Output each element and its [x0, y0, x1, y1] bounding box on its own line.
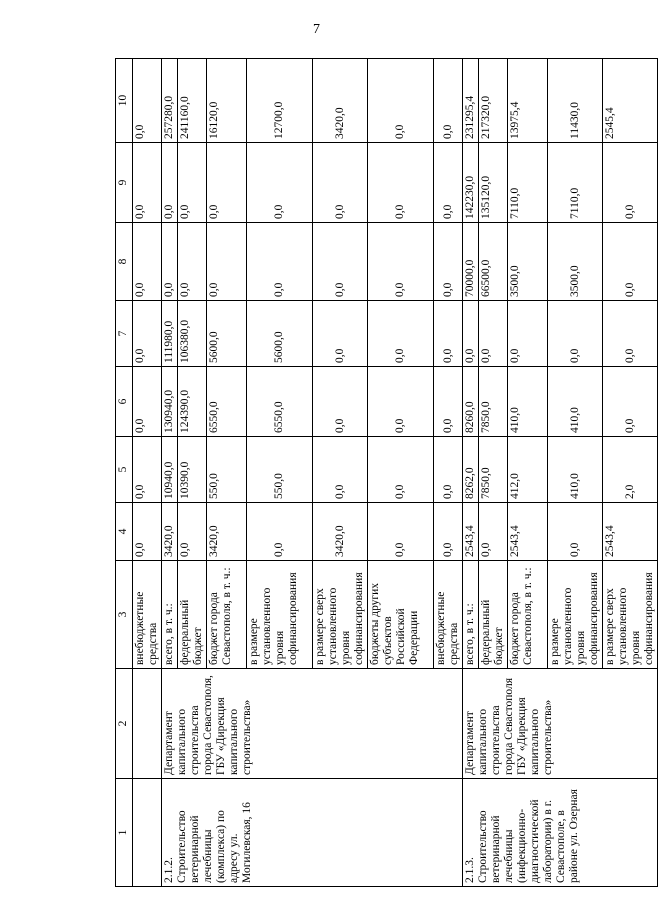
value-cell: 550,0 — [247, 437, 313, 503]
value-cell: 7110,0 — [508, 143, 548, 223]
value-cell: 0,0 — [313, 301, 368, 367]
value-cell: 0,0 — [548, 503, 603, 561]
value-cell: 0,0 — [178, 143, 207, 223]
header-cell: 3 — [116, 561, 133, 669]
value-cell: 0,0 — [207, 223, 247, 301]
value-cell: 0,0 — [479, 503, 508, 561]
value-cell: 0,0 — [434, 59, 463, 143]
table-row — [162, 59, 178, 887]
funding-source-cell: бюджеты других субъектов Российской Федерации — [368, 561, 434, 669]
value-cell: 66500,0 — [479, 223, 508, 301]
measure-name-cell: 2.1.2. Строительство ветеринарной лечебницы (комплекса) по адресу ул. Могилевская, 16 — [162, 779, 463, 887]
funding-source-cell: в размере установленного уровня софинансирования — [247, 561, 313, 669]
value-cell: 0,0 — [162, 143, 178, 223]
value-cell: 6550,0 — [247, 367, 313, 437]
value-cell: 241160,0 — [178, 59, 207, 143]
value-cell: 16120,0 — [207, 59, 247, 143]
value-cell: 130940,0 — [162, 367, 178, 437]
value-cell: 106380,0 — [178, 301, 207, 367]
value-cell: 10940,0 — [162, 437, 178, 503]
value-cell: 0,0 — [434, 143, 463, 223]
value-cell: 0,0 — [247, 503, 313, 561]
header-cell: 2 — [116, 669, 133, 779]
value-cell: 0,0 — [162, 223, 178, 301]
value-cell: 0,0 — [368, 59, 434, 143]
value-cell: 0,0 — [368, 367, 434, 437]
value-cell: 0,0 — [178, 223, 207, 301]
value-cell: 10390,0 — [178, 437, 207, 503]
value-cell: 0,0 — [133, 223, 162, 301]
value-cell: 257280,0 — [162, 59, 178, 143]
value-cell: 550,0 — [207, 437, 247, 503]
value-cell: 0,0 — [133, 301, 162, 367]
funding-source-cell: бюджет города Севастополя, в т. ч.: — [207, 561, 247, 669]
value-cell: 11430,0 — [548, 59, 603, 143]
header-cell: 6 — [116, 367, 133, 437]
value-cell: 7850,0 — [479, 367, 508, 437]
value-cell: 2545,4 — [603, 59, 658, 143]
value-cell: 0,0 — [133, 503, 162, 561]
value-cell: 0,0 — [368, 301, 434, 367]
value-cell: 3420,0 — [313, 503, 368, 561]
value-cell: 70000,0 — [463, 223, 479, 301]
value-cell: 0,0 — [178, 503, 207, 561]
header-cell: 7 — [116, 301, 133, 367]
value-cell: 0,0 — [434, 437, 463, 503]
value-cell: 5600,0 — [207, 301, 247, 367]
value-cell: 0,0 — [368, 437, 434, 503]
value-cell: 0,0 — [508, 301, 548, 367]
value-cell: 12700,0 — [247, 59, 313, 143]
table-row — [133, 59, 162, 887]
value-cell: 412,0 — [508, 437, 548, 503]
value-cell: 231295,4 — [463, 59, 479, 143]
value-cell: 0,0 — [133, 143, 162, 223]
header-row — [116, 59, 133, 887]
measure-name-cell: 2.1.3. Строительство ветеринарной лечебницы (инфекционно-диагностической лаборатории) в г. Севастополе, в районе ул. Озерная — [463, 779, 658, 887]
value-cell: 6550,0 — [207, 367, 247, 437]
value-cell: 135120,0 — [479, 143, 508, 223]
funding-source-cell: внебюджетные средства — [133, 561, 162, 669]
value-cell: 8262,0 — [463, 437, 479, 503]
value-cell: 3500,0 — [548, 223, 603, 301]
value-cell: 3500,0 — [508, 223, 548, 301]
value-cell: 217320,0 — [479, 59, 508, 143]
value-cell: 0,0 — [434, 301, 463, 367]
value-cell: 410,0 — [548, 367, 603, 437]
value-cell: 3420,0 — [162, 503, 178, 561]
value-cell: 0,0 — [313, 143, 368, 223]
value-cell: 0,0 — [603, 143, 658, 223]
funding-source-cell: всего, в т. ч.: — [162, 561, 178, 669]
value-cell: 13975,4 — [508, 59, 548, 143]
funding-source-cell: в размере сверх установленного уровня софинансирования — [313, 561, 368, 669]
funding-source-cell: бюджет города Севастополя, в т. ч.: — [508, 561, 548, 669]
funding-source-cell: федеральный бюджет — [178, 561, 207, 669]
funding-source-cell: всего, в т. ч.: — [463, 561, 479, 669]
value-cell: 0,0 — [368, 503, 434, 561]
value-cell: 5600,0 — [247, 301, 313, 367]
value-cell: 0,0 — [603, 223, 658, 301]
empty-cell — [133, 779, 162, 887]
value-cell: 142230,0 — [463, 143, 479, 223]
value-cell: 410,0 — [508, 367, 548, 437]
value-cell: 0,0 — [548, 301, 603, 367]
value-cell: 0,0 — [133, 367, 162, 437]
header-cell: 4 — [116, 503, 133, 561]
header-cell: 1 — [116, 779, 133, 887]
value-cell: 0,0 — [368, 223, 434, 301]
value-cell: 0,0 — [463, 301, 479, 367]
value-cell: 8260,0 — [463, 367, 479, 437]
value-cell: 0,0 — [603, 367, 658, 437]
value-cell: 2543,4 — [508, 503, 548, 561]
value-cell: 0,0 — [313, 367, 368, 437]
value-cell: 0,0 — [133, 437, 162, 503]
value-cell: 0,0 — [434, 503, 463, 561]
value-cell: 7850,0 — [479, 437, 508, 503]
rotated-table-container — [115, 59, 655, 887]
value-cell: 0,0 — [368, 143, 434, 223]
value-cell: 3420,0 — [207, 503, 247, 561]
page-number: 7 — [313, 22, 320, 37]
value-cell: 0,0 — [207, 143, 247, 223]
financing-table — [115, 58, 658, 887]
value-cell: 0,0 — [247, 143, 313, 223]
value-cell: 0,0 — [603, 301, 658, 367]
value-cell: 410,0 — [548, 437, 603, 503]
header-cell: 5 — [116, 437, 133, 503]
table-row — [463, 59, 479, 887]
value-cell: 0,0 — [313, 437, 368, 503]
funding-source-cell: федеральный бюджет — [479, 561, 508, 669]
value-cell: 0,0 — [434, 367, 463, 437]
header-cell: 8 — [116, 223, 133, 301]
funding-source-cell: в размере установленного уровня софинансирования — [548, 561, 603, 669]
executor-cell: Департамент капитального строительства города Севастополя, ГБУ «Дирекция капитального строительства» — [162, 669, 463, 779]
empty-cell — [133, 669, 162, 779]
value-cell: 0,0 — [313, 223, 368, 301]
header-cell: 9 — [116, 143, 133, 223]
executor-cell: Департамент капитального строительства города Севастополя ГБУ «Дирекция капитального строительства» — [463, 669, 658, 779]
value-cell: 2543,4 — [463, 503, 479, 561]
value-cell: 3420,0 — [313, 59, 368, 143]
value-cell: 2,0 — [603, 437, 658, 503]
value-cell: 7110,0 — [548, 143, 603, 223]
value-cell: 0,0 — [247, 223, 313, 301]
header-cell: 10 — [116, 59, 133, 143]
value-cell: 0,0 — [479, 301, 508, 367]
funding-source-cell: внебюджетные средства — [434, 561, 463, 669]
value-cell: 111980,0 — [162, 301, 178, 367]
value-cell: 2543,4 — [603, 503, 658, 561]
value-cell: 0,0 — [434, 223, 463, 301]
value-cell: 124390,0 — [178, 367, 207, 437]
value-cell: 0,0 — [133, 59, 162, 143]
funding-source-cell: в размере сверх установленного уровня софинансирования — [603, 561, 658, 669]
